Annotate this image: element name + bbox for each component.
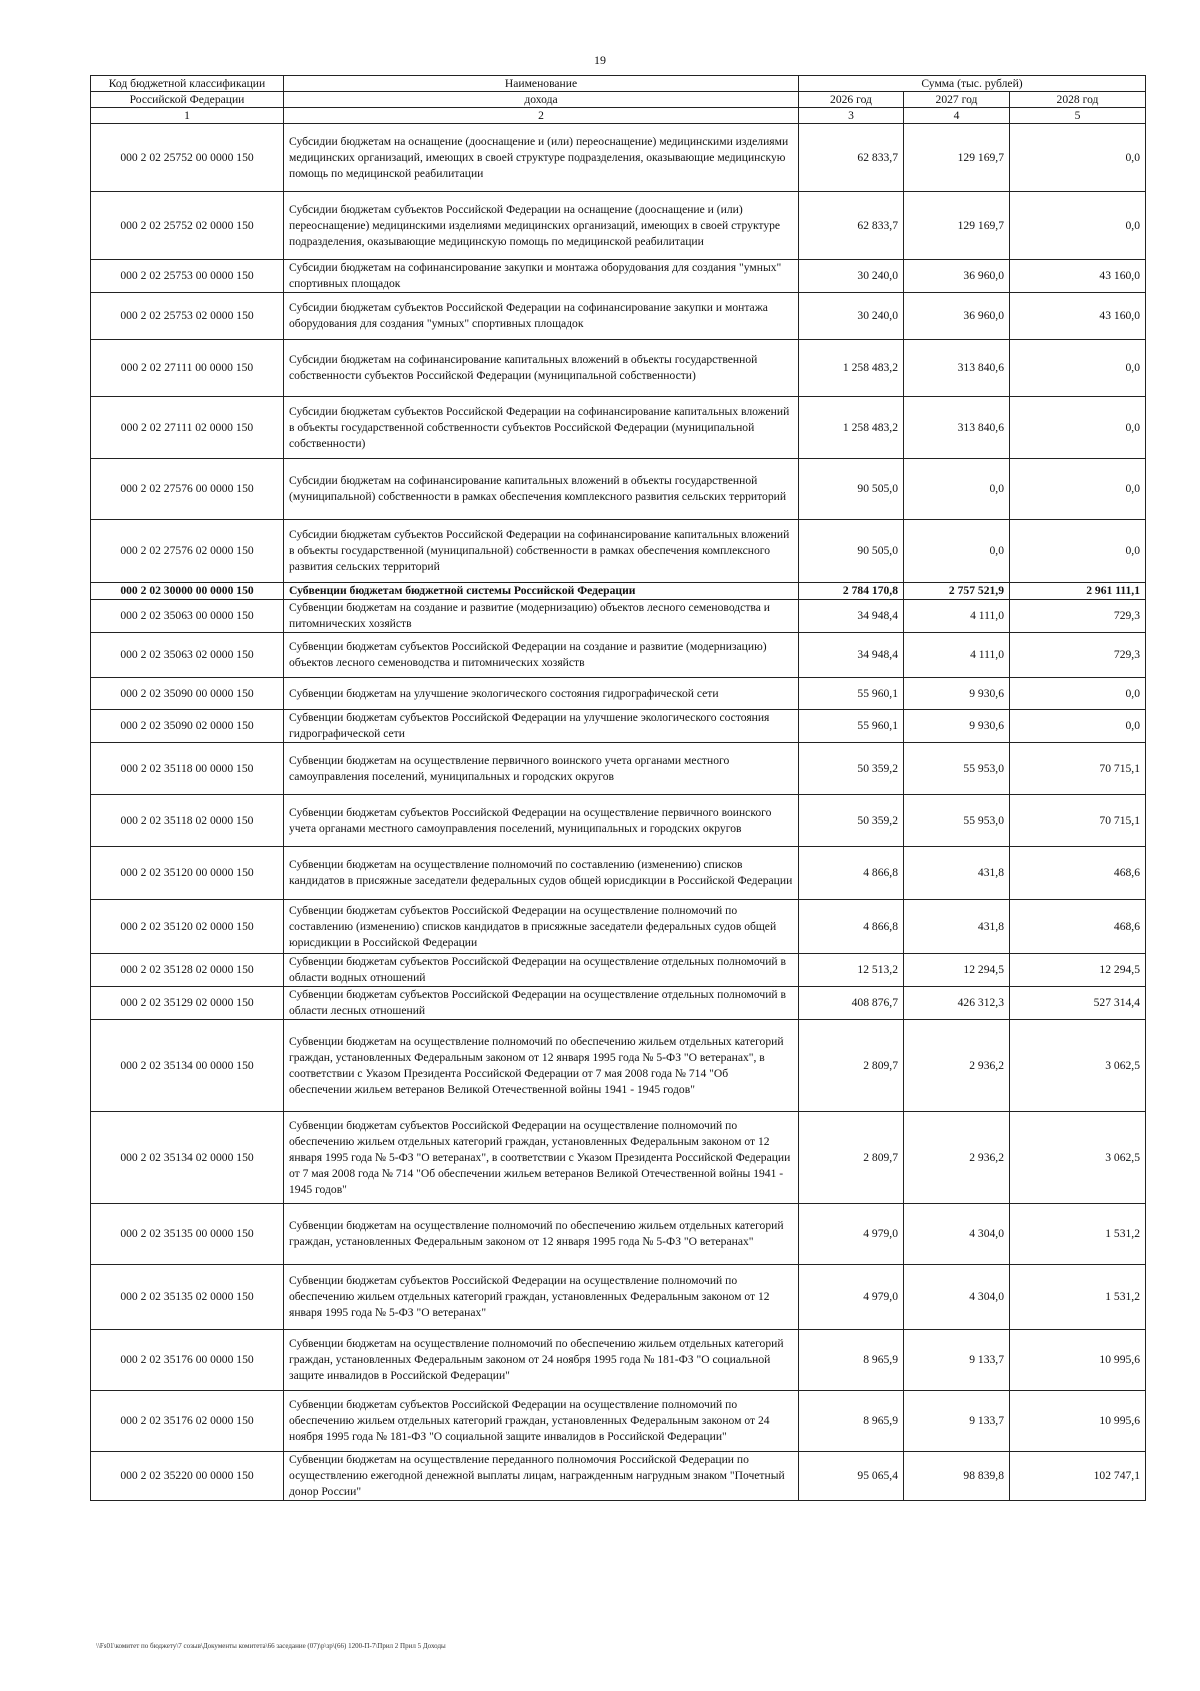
header-sum: Сумма (тыс. рублей) [799, 76, 1146, 92]
row-code: 000 2 02 35090 02 0000 150 [91, 710, 284, 743]
row-name: Субвенции бюджетам на осуществление полномочий по обеспечению жильем отдельных категорий граждан, установленных Федеральным законом от 12 января 1995 года № 5-ФЗ "О ветеранах" [284, 1204, 799, 1265]
row-value-2026: 4 979,0 [799, 1204, 904, 1265]
table-row [91, 1452, 1146, 1501]
row-code: 000 2 02 35176 02 0000 150 [91, 1391, 284, 1452]
row-value-2027: 129 169,7 [904, 124, 1010, 192]
row-value-2027: 36 960,0 [904, 293, 1010, 340]
row-value-2027: 9 930,6 [904, 678, 1010, 710]
footer-file-path: \\Fs01\комитет по бюджету\7 созыв\Документы комитета\66 заседание (07)\р\зр\(66) 1200-П-7\Прил 2 Прил 5 Доходы [96, 1642, 446, 1650]
row-code: 000 2 02 35090 00 0000 150 [91, 678, 284, 710]
row-value-2027: 431,8 [904, 900, 1010, 954]
row-value-2026: 4 866,8 [799, 900, 904, 954]
row-value-2027: 129 169,7 [904, 192, 1010, 260]
row-value-2027: 4 111,0 [904, 633, 1010, 678]
row-name: Субвенции бюджетам субъектов Российской Федерации на создание и развитие (модернизацию) объектов лесного семеноводства и питомнических хозяйств [284, 633, 799, 678]
row-value-2028: 1 531,2 [1010, 1204, 1146, 1265]
table-row [91, 459, 1146, 520]
col-number-5: 5 [1010, 108, 1146, 124]
row-name: Субсидии бюджетам на софинансирование закупки и монтажа оборудования для создания "умных" спортивных площадок [284, 260, 799, 293]
table-row [91, 795, 1146, 847]
row-name: Субсидии бюджетам субъектов Российской Федерации на оснащение (дооснащение и (или) переоснащение) медицинскими изделиями медицинских организаций, имеющих в своей структуре подразделения, оказывающие медицинскую помощь по медицинской реабилитации [284, 192, 799, 260]
row-code: 000 2 02 35063 00 0000 150 [91, 600, 284, 633]
revenue-table [90, 75, 1146, 1501]
row-name: Субвенции бюджетам субъектов Российской Федерации на улучшение экологического состояния гидрографической сети [284, 710, 799, 743]
row-code: 000 2 02 25753 00 0000 150 [91, 260, 284, 293]
header-code-line1: Код бюджетной классификации [91, 76, 284, 92]
row-code: 000 2 02 35128 02 0000 150 [91, 954, 284, 987]
row-value-2028: 729,3 [1010, 600, 1146, 633]
table-row [91, 260, 1146, 293]
table-row [91, 1112, 1146, 1204]
row-code: 000 2 02 27111 02 0000 150 [91, 397, 284, 459]
row-value-2027: 55 953,0 [904, 743, 1010, 795]
table-row [91, 293, 1146, 340]
row-value-2028: 43 160,0 [1010, 260, 1146, 293]
row-value-2026: 50 359,2 [799, 795, 904, 847]
row-value-2028: 43 160,0 [1010, 293, 1146, 340]
table-row [91, 600, 1146, 633]
row-value-2028: 0,0 [1010, 340, 1146, 397]
row-value-2027: 4 111,0 [904, 600, 1010, 633]
row-name: Субвенции бюджетам субъектов Российской Федерации на осуществление полномочий по обеспечению жильем отдельных категорий граждан, установленных Федеральным законом от 12 января 1995 года № 5-ФЗ "О ветеранах", в соответствии с Указом Президента Российской Федерации от 7 мая 2008 года № 714 "Об обеспечении жильем ветеранов Великой Отечественной войны 1941 - 1945 годов" [284, 1112, 799, 1204]
row-value-2026: 1 258 483,2 [799, 397, 904, 459]
row-value-2028: 468,6 [1010, 900, 1146, 954]
row-value-2028: 2 961 111,1 [1010, 583, 1146, 600]
row-value-2026: 90 505,0 [799, 459, 904, 520]
row-code: 000 2 02 35134 02 0000 150 [91, 1112, 284, 1204]
row-name: Субвенции бюджетам на осуществление полномочий по обеспечению жильем отдельных категорий граждан, установленных Федеральным законом от 24 ноября 1995 года № 181-ФЗ "О социальной защите инвалидов в Российской Федерации" [284, 1330, 799, 1391]
row-value-2028: 0,0 [1010, 710, 1146, 743]
table-row [91, 1330, 1146, 1391]
row-code: 000 2 02 27111 00 0000 150 [91, 340, 284, 397]
row-value-2027: 426 312,3 [904, 987, 1010, 1020]
row-name: Субсидии бюджетам на софинансирование капитальных вложений в объекты государственной собственности субъектов Российской Федерации (муниципальной собственности) [284, 340, 799, 397]
row-value-2027: 313 840,6 [904, 340, 1010, 397]
row-value-2028: 0,0 [1010, 678, 1146, 710]
row-value-2026: 50 359,2 [799, 743, 904, 795]
row-name: Субвенции бюджетам субъектов Российской Федерации на осуществление отдельных полномочий в области водных отношений [284, 954, 799, 987]
row-value-2026: 4 866,8 [799, 847, 904, 900]
row-code: 000 2 02 35176 00 0000 150 [91, 1330, 284, 1391]
row-value-2026: 8 965,9 [799, 1391, 904, 1452]
row-value-2027: 4 304,0 [904, 1204, 1010, 1265]
row-value-2028: 1 531,2 [1010, 1265, 1146, 1330]
table-row [91, 710, 1146, 743]
row-name: Субсидии бюджетам на оснащение (дооснащение и (или) переоснащение) медицинскими изделиями медицинских организаций, имеющих в своей структуре подразделения, оказывающие медицинскую помощь по медицинской реабилитации [284, 124, 799, 192]
row-code: 000 2 02 35220 00 0000 150 [91, 1452, 284, 1501]
header-year-2027: 2027 год [904, 92, 1010, 108]
row-value-2027: 36 960,0 [904, 260, 1010, 293]
row-code: 000 2 02 35129 02 0000 150 [91, 987, 284, 1020]
table-row [91, 340, 1146, 397]
row-name: Субвенции бюджетам на создание и развитие (модернизацию) объектов лесного семеноводства и питомнических хозяйств [284, 600, 799, 633]
table-row [91, 1204, 1146, 1265]
row-code: 000 2 02 25752 00 0000 150 [91, 124, 284, 192]
header-code-line2: Российской Федерации [91, 92, 284, 108]
row-value-2028: 10 995,6 [1010, 1330, 1146, 1391]
row-name: Субвенции бюджетам субъектов Российской Федерации на осуществление полномочий по обеспечению жильем отдельных категорий граждан, установленных Федеральным законом от 12 января 1995 года № 5-ФЗ "О ветеранах" [284, 1265, 799, 1330]
row-name: Субвенции бюджетам субъектов Российской Федерации на осуществление первичного воинского учета органами местного самоуправления поселений, муниципальных и городских округов [284, 795, 799, 847]
row-name: Субвенции бюджетам бюджетной системы Российской Федерации [284, 583, 799, 600]
row-name: Субсидии бюджетам субъектов Российской Федерации на софинансирование капитальных вложений в объекты государственной (муниципальной) собственности в рамках обеспечения комплексного развития сельских территорий [284, 520, 799, 583]
row-code: 000 2 02 35118 00 0000 150 [91, 743, 284, 795]
row-code: 000 2 02 35135 02 0000 150 [91, 1265, 284, 1330]
header-name-line1: Наименование [284, 76, 799, 92]
row-value-2026: 30 240,0 [799, 260, 904, 293]
row-code: 000 2 02 25753 02 0000 150 [91, 293, 284, 340]
row-value-2027: 313 840,6 [904, 397, 1010, 459]
row-value-2026: 1 258 483,2 [799, 340, 904, 397]
row-value-2028: 12 294,5 [1010, 954, 1146, 987]
row-value-2026: 95 065,4 [799, 1452, 904, 1501]
row-value-2026: 2 809,7 [799, 1112, 904, 1204]
table-row [91, 954, 1146, 987]
row-value-2027: 4 304,0 [904, 1265, 1010, 1330]
row-value-2028: 0,0 [1010, 397, 1146, 459]
row-value-2028: 70 715,1 [1010, 795, 1146, 847]
row-value-2027: 98 839,8 [904, 1452, 1010, 1501]
row-code: 000 2 02 35120 00 0000 150 [91, 847, 284, 900]
row-value-2028: 3 062,5 [1010, 1112, 1146, 1204]
row-name: Субвенции бюджетам на осуществление полномочий по обеспечению жильем отдельных категорий граждан, установленных Федеральным законом от 12 января 1995 года № 5-ФЗ "О ветеранах", в соответствии с Указом Президента Российской Федерации от 7 мая 2008 года № 714 "Об обеспечении жильем ветеранов Великой Отечественной войны 1941 - 1945 годов" [284, 1020, 799, 1112]
row-value-2026: 90 505,0 [799, 520, 904, 583]
row-name: Субсидии бюджетам субъектов Российской Федерации на софинансирование капитальных вложений в объекты государственной собственности субъектов Российской Федерации (муниципальной собственности) [284, 397, 799, 459]
page-number: 19 [594, 53, 606, 67]
row-value-2027: 2 936,2 [904, 1020, 1010, 1112]
row-value-2028: 3 062,5 [1010, 1020, 1146, 1112]
table-row [91, 987, 1146, 1020]
row-name: Субвенции бюджетам на улучшение экологического состояния гидрографической сети [284, 678, 799, 710]
table-row [91, 678, 1146, 710]
row-code: 000 2 02 30000 00 0000 150 [91, 583, 284, 600]
table-row [91, 1391, 1146, 1452]
col-number-4: 4 [904, 108, 1010, 124]
row-value-2026: 4 979,0 [799, 1265, 904, 1330]
row-code: 000 2 02 35063 02 0000 150 [91, 633, 284, 678]
row-value-2027: 0,0 [904, 459, 1010, 520]
row-value-2026: 408 876,7 [799, 987, 904, 1020]
row-name: Субвенции бюджетам на осуществление переданного полномочия Российской Федерации по осуществлению ежегодной денежной выплаты лицам, награжденным нагрудным знаком "Почетный донор России" [284, 1452, 799, 1501]
row-value-2027: 9 133,7 [904, 1391, 1010, 1452]
row-value-2027: 9 930,6 [904, 710, 1010, 743]
row-code: 000 2 02 25752 02 0000 150 [91, 192, 284, 260]
table-row [91, 520, 1146, 583]
row-value-2027: 431,8 [904, 847, 1010, 900]
row-value-2026: 2 784 170,8 [799, 583, 904, 600]
row-value-2026: 55 960,1 [799, 710, 904, 743]
row-value-2028: 468,6 [1010, 847, 1146, 900]
row-code: 000 2 02 35118 02 0000 150 [91, 795, 284, 847]
row-value-2026: 34 948,4 [799, 633, 904, 678]
row-value-2026: 62 833,7 [799, 192, 904, 260]
table-row [91, 192, 1146, 260]
row-value-2027: 9 133,7 [904, 1330, 1010, 1391]
row-name: Субвенции бюджетам субъектов Российской Федерации на осуществление полномочий по составлению (изменению) списков кандидатов в присяжные заседатели федеральных судов общей юрисдикции в Российской Федерации [284, 900, 799, 954]
row-value-2027: 12 294,5 [904, 954, 1010, 987]
row-value-2028: 729,3 [1010, 633, 1146, 678]
row-name: Субвенции бюджетам субъектов Российской Федерации на осуществление отдельных полномочий в области лесных отношений [284, 987, 799, 1020]
row-value-2028: 70 715,1 [1010, 743, 1146, 795]
row-value-2026: 2 809,7 [799, 1020, 904, 1112]
table-row [91, 900, 1146, 954]
table-row [91, 633, 1146, 678]
row-value-2027: 2 757 521,9 [904, 583, 1010, 600]
table-row [91, 397, 1146, 459]
row-code: 000 2 02 35135 00 0000 150 [91, 1204, 284, 1265]
col-number-3: 3 [799, 108, 904, 124]
row-value-2028: 0,0 [1010, 520, 1146, 583]
row-value-2028: 0,0 [1010, 192, 1146, 260]
row-value-2026: 62 833,7 [799, 124, 904, 192]
row-code: 000 2 02 35134 00 0000 150 [91, 1020, 284, 1112]
row-value-2026: 34 948,4 [799, 600, 904, 633]
table-row [91, 583, 1146, 600]
table-row [91, 1020, 1146, 1112]
row-code: 000 2 02 35120 02 0000 150 [91, 900, 284, 954]
header-name-line2: дохода [284, 92, 799, 108]
table-row [91, 1265, 1146, 1330]
row-value-2027: 2 936,2 [904, 1112, 1010, 1204]
row-value-2028: 10 995,6 [1010, 1391, 1146, 1452]
row-value-2028: 102 747,1 [1010, 1452, 1146, 1501]
col-number-2: 2 [284, 108, 799, 124]
table-row [91, 847, 1146, 900]
row-code: 000 2 02 27576 02 0000 150 [91, 520, 284, 583]
row-value-2026: 55 960,1 [799, 678, 904, 710]
header-year-2026: 2026 год [799, 92, 904, 108]
row-value-2026: 8 965,9 [799, 1330, 904, 1391]
row-value-2028: 0,0 [1010, 459, 1146, 520]
row-name: Субвенции бюджетам на осуществление первичного воинского учета органами местного самоуправления поселений, муниципальных и городских округов [284, 743, 799, 795]
col-number-1: 1 [91, 108, 284, 124]
row-name: Субвенции бюджетам субъектов Российской Федерации на осуществление полномочий по обеспечению жильем отдельных категорий граждан, установленных Федеральным законом от 24 ноября 1995 года № 181-ФЗ "О социальной защите инвалидов в Российской Федерации" [284, 1391, 799, 1452]
row-value-2027: 55 953,0 [904, 795, 1010, 847]
row-value-2026: 12 513,2 [799, 954, 904, 987]
row-value-2028: 0,0 [1010, 124, 1146, 192]
row-code: 000 2 02 27576 00 0000 150 [91, 459, 284, 520]
table-row [91, 124, 1146, 192]
header-year-2028: 2028 год [1010, 92, 1146, 108]
row-value-2026: 30 240,0 [799, 293, 904, 340]
row-name: Субвенции бюджетам на осуществление полномочий по составлению (изменению) списков кандидатов в присяжные заседатели федеральных судов общей юрисдикции в Российской Федерации [284, 847, 799, 900]
row-name: Субсидии бюджетам субъектов Российской Федерации на софинансирование закупки и монтажа оборудования для создания "умных" спортивных площадок [284, 293, 799, 340]
row-value-2028: 527 314,4 [1010, 987, 1146, 1020]
table-row [91, 743, 1146, 795]
row-value-2027: 0,0 [904, 520, 1010, 583]
row-name: Субсидии бюджетам на софинансирование капитальных вложений в объекты государственной (муниципальной) собственности в рамках обеспечения комплексного развития сельских территорий [284, 459, 799, 520]
